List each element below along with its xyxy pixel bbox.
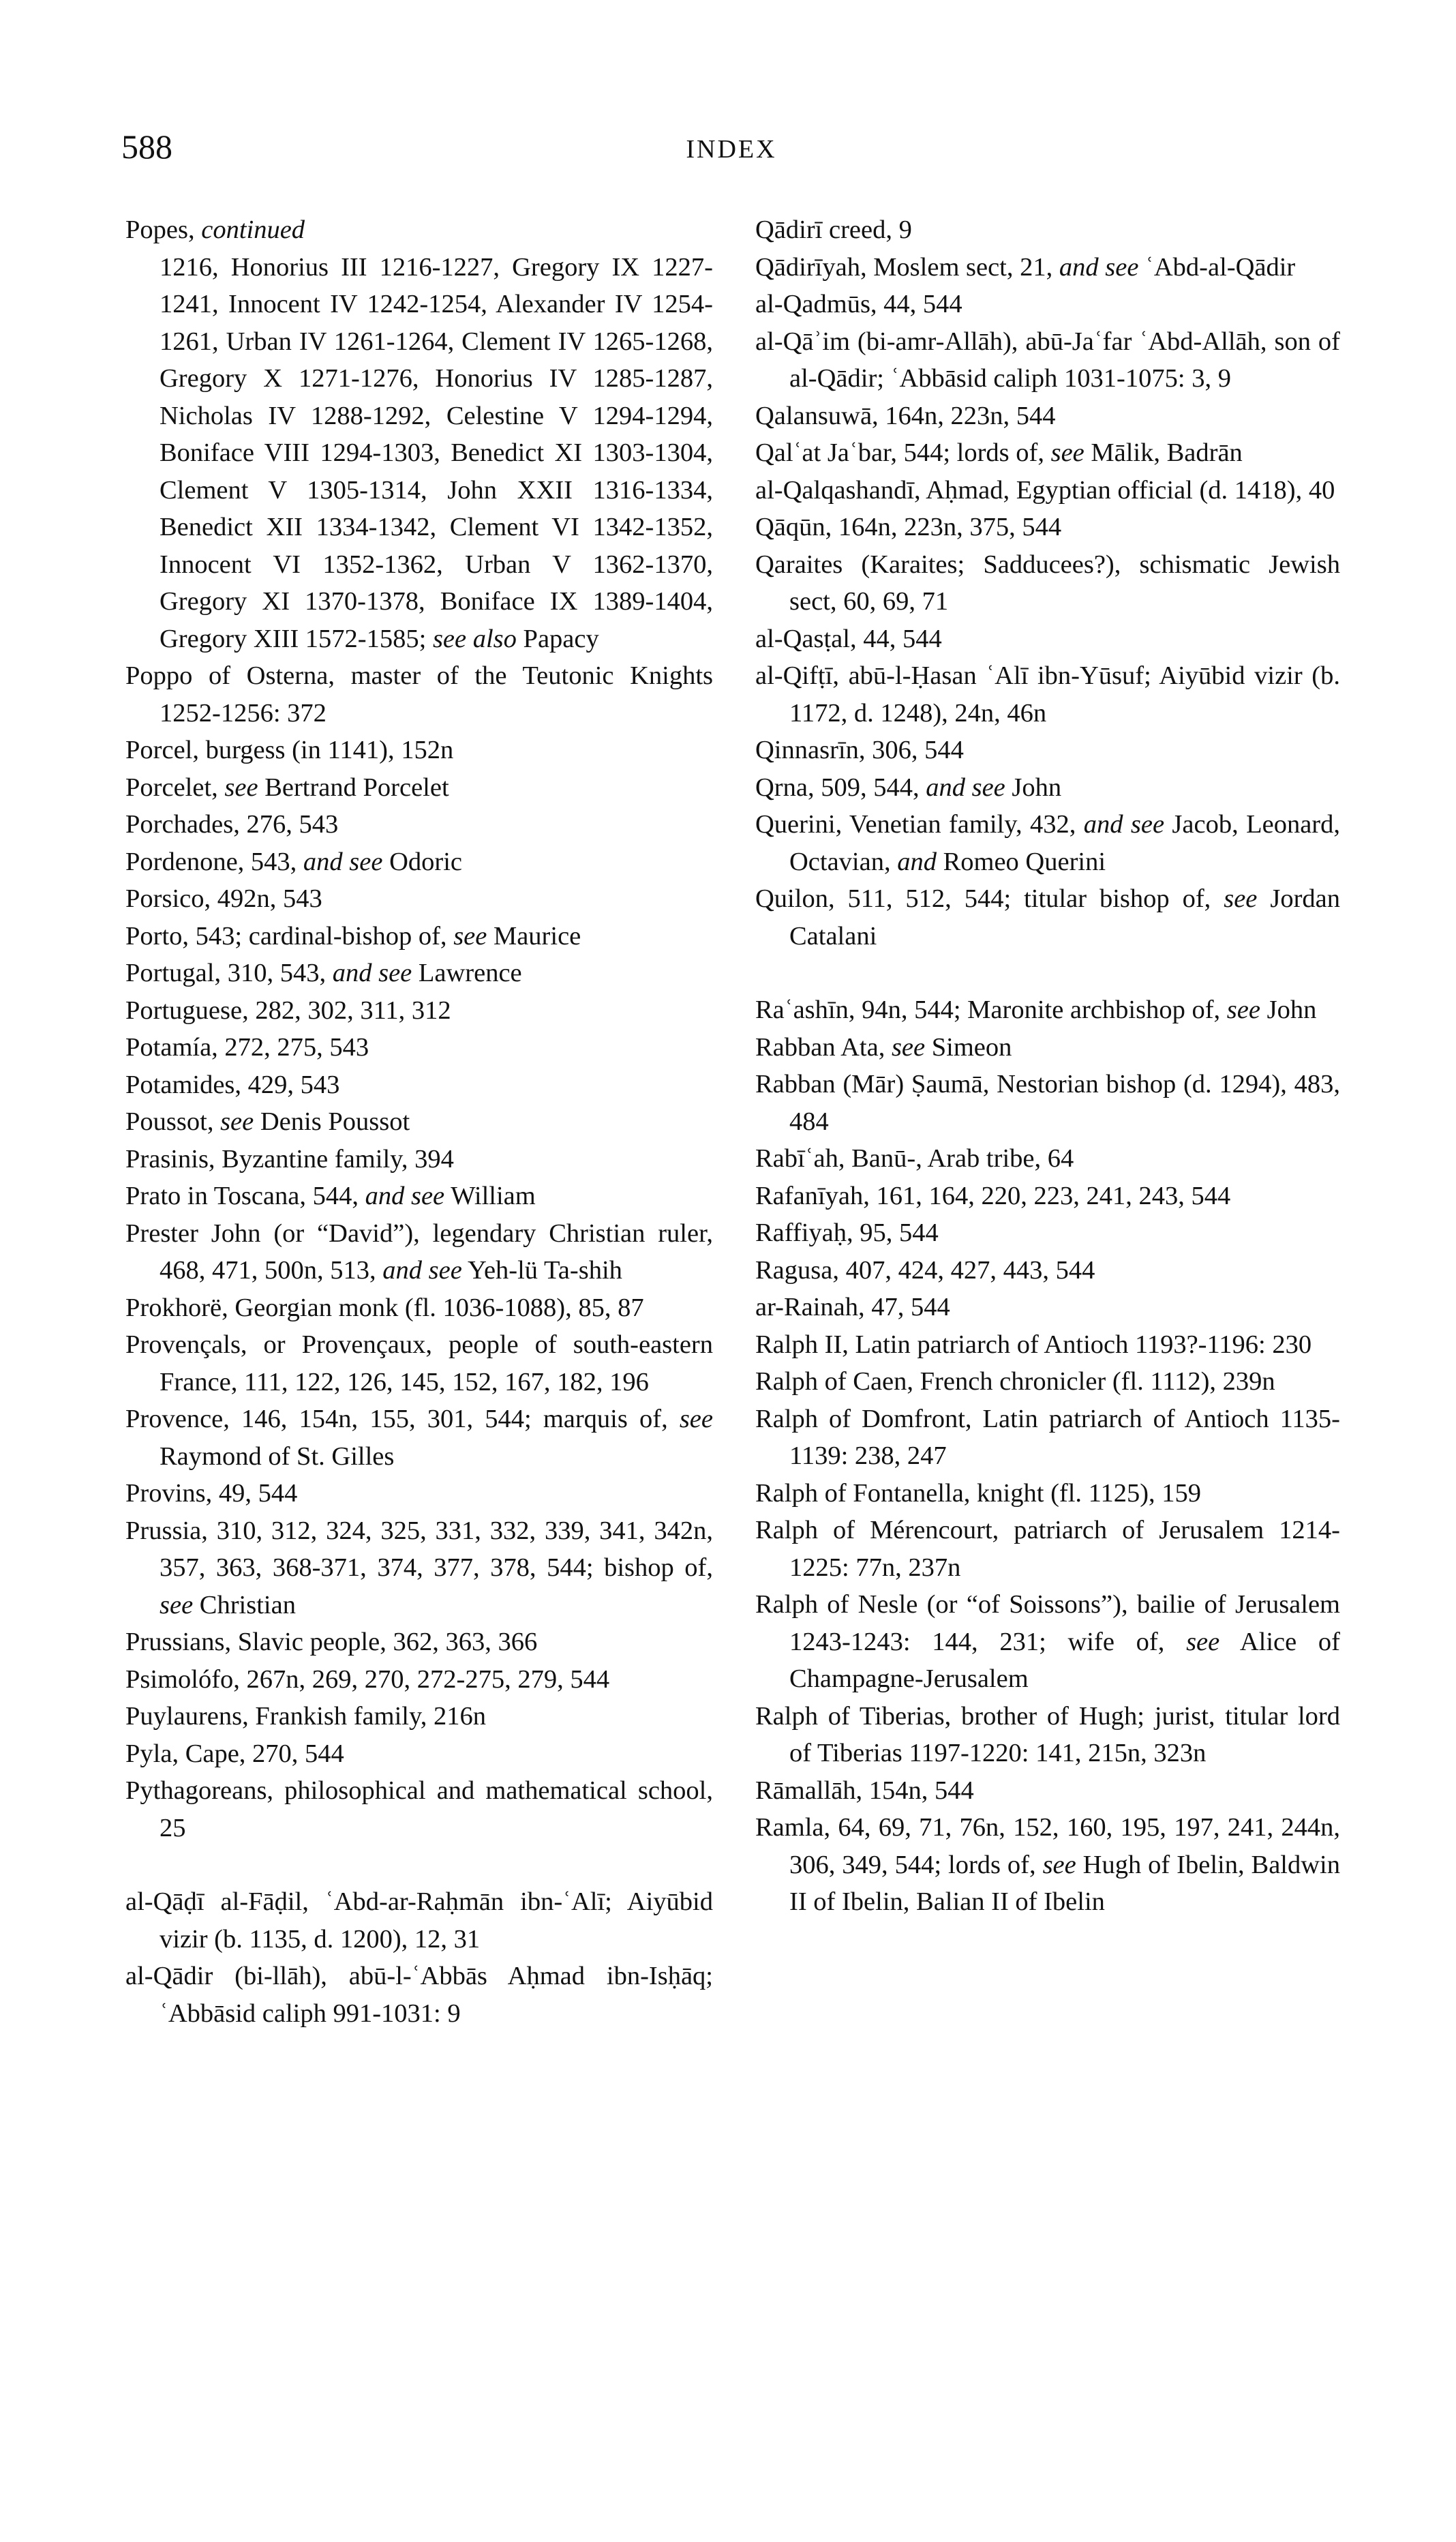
index-entry bbox=[755, 211, 1340, 249]
running-head: INDEX bbox=[686, 135, 777, 164]
entry-text: Qaraites (Karaites; Sadducees?), schismatic Jewish sect, 60, 69, 71 bbox=[755, 550, 1340, 616]
index-entry bbox=[755, 546, 1340, 620]
index-entry bbox=[755, 1140, 1340, 1178]
entry-text: Prester John (or “David”), legendary Christian ruler, 468, 471, 500n, 513, bbox=[125, 1218, 713, 1285]
entry-text: Maurice bbox=[487, 921, 581, 951]
entry-text: Rāmallāh, 154n, 544 bbox=[755, 1776, 974, 1805]
index-entry bbox=[755, 1066, 1340, 1140]
index-entry bbox=[125, 992, 713, 1030]
entry-text: Prussia, 310, 312, 324, 325, 331, 332, 339, 341, 342n, 357, 363, 368-371, 374, 377, 378, 544; bishop of, bbox=[125, 1516, 713, 1582]
entry-text: Pordenone, 543, bbox=[125, 847, 303, 876]
index-entry bbox=[755, 1586, 1340, 1698]
entry-text: ar-Rainah, 47, 544 bbox=[755, 1293, 950, 1321]
entry-text: Porsico, 492n, 543 bbox=[125, 884, 322, 913]
index-entry bbox=[755, 880, 1340, 955]
cross-reference-label: and bbox=[897, 847, 937, 876]
index-entry bbox=[125, 843, 713, 881]
entry-text: Poppo of Osterna, master of the Teutonic Knights 1252-1256: 372 bbox=[125, 661, 713, 728]
entry-text: Rabban Ata, bbox=[755, 1032, 892, 1062]
entry-text: Psimolófo, 267n, 269, 270, 272-275, 279, 544 bbox=[125, 1664, 610, 1694]
entry-text: 1216, Honorius III 1216-1227, Gregory IX 1227-1241, Innocent IV 1242-1254, Alexander IV 1254-1261, Urban IV 1261-1264, Clement IV 1265-1268, Gregory X 1271-1276, Honorius IV 1285-1287, Nicholas IV 1288-1292, Celestine V 1294-1294, Boniface VIII 1294-1303, Benedict XI 1303-1304, Clement V 1305-1314, John XXII 1316-1334, Benedict XII 1334-1342, Clement VI 1342-1352, Innocent VI 1352-1362, Urban V 1362-1370, Gregory XI 1370-1378, Boniface IX 1389-1404, Gregory XIII 1572-1585; bbox=[160, 252, 713, 653]
entry-text: Christian bbox=[193, 1590, 296, 1619]
entry-text: Ramla, 64, 69, 71, 76n, 152, 160, 195, 197, 241, 244n, 306, 349, 544; lords of, bbox=[755, 1813, 1340, 1879]
index-entry bbox=[755, 1512, 1340, 1586]
entry-text: Puylaurens, Frankish family, 216n bbox=[125, 1702, 486, 1731]
index-entry bbox=[125, 1401, 713, 1475]
index-column-right bbox=[755, 211, 1340, 1921]
entry-text: Simeon bbox=[925, 1032, 1012, 1062]
entry-text: Jordan Catalani bbox=[789, 884, 1340, 951]
entry-text: Provins, 49, 544 bbox=[125, 1479, 298, 1508]
entry-text: Ragusa, 407, 424, 427, 443, 544 bbox=[755, 1255, 1095, 1285]
index-entry bbox=[125, 1475, 713, 1512]
entry-text: Quilon, 511, 512, 544; titular bishop of, bbox=[755, 884, 1224, 913]
entry-text: Lawrence bbox=[412, 959, 522, 987]
cross-reference-label: see bbox=[891, 1032, 926, 1062]
cross-reference-label: see bbox=[224, 773, 258, 802]
cross-reference-label: see bbox=[453, 921, 487, 951]
index-entry bbox=[755, 472, 1340, 509]
entry-text: al-Qāḍī al-Fāḍil, ʿAbd-ar-Raḥmān ibn-ʿAlī; Aiyūbid vizir (b. 1135, d. 1200), 12, 31 bbox=[125, 1887, 713, 1954]
entry-text: Rafanīyah, 161, 164, 220, 223, 241, 243, 544 bbox=[755, 1181, 1231, 1210]
index-entry bbox=[125, 880, 713, 918]
entry-text: Qalʿat Jaʿbar, 544; lords of, bbox=[755, 438, 1051, 467]
index-entry bbox=[125, 1958, 713, 2032]
entry-text: Prato in Toscana, 544, bbox=[125, 1182, 365, 1210]
entry-text: Popes, bbox=[125, 215, 202, 244]
entry-text: al-Qasṭal, 44, 544 bbox=[755, 624, 942, 653]
entry-text: Bertrand Porcelet bbox=[258, 773, 449, 802]
entry-text: Qrna, 509, 544, bbox=[755, 773, 926, 802]
entry-text: Qādirī creed, 9 bbox=[755, 215, 912, 244]
index-entry bbox=[755, 1326, 1340, 1364]
cross-reference-label: and see bbox=[1083, 810, 1165, 839]
entry-text: Ralph of Caen, French chronicler (fl. 1112), 239n bbox=[755, 1367, 1275, 1396]
index-entry bbox=[755, 1698, 1340, 1772]
cross-reference-label: see bbox=[1042, 1850, 1076, 1879]
entry-text: Jacob, Leonard, Octavian, bbox=[789, 810, 1340, 876]
entry-text: al-Qadmūs, 44, 544 bbox=[755, 290, 962, 318]
index-entry bbox=[755, 1252, 1340, 1289]
index-entry bbox=[125, 732, 713, 769]
index-entry bbox=[755, 249, 1340, 286]
entry-text: Pythagoreans, philosophical and mathematical school, 25 bbox=[125, 1776, 713, 1842]
index-entry bbox=[125, 806, 713, 843]
index-entry bbox=[125, 249, 713, 658]
index-entry bbox=[125, 1772, 713, 1846]
index-entry bbox=[125, 1289, 713, 1327]
index-entry bbox=[125, 1178, 713, 1215]
index-entry bbox=[755, 1809, 1340, 1921]
entry-text: al-Qifṭī, abū-l-Ḥasan ʿAlī ibn-Yūsuf; Aiyūbid vizir (b. 1172, d. 1248), 24n, 46n bbox=[755, 661, 1340, 728]
index-entry bbox=[755, 1772, 1340, 1810]
entry-text: Provençals, or Provençaux, people of south-eastern France, 111, 122, 126, 145, 152, 167, 182, 196 bbox=[125, 1330, 713, 1396]
cross-reference-label: and see bbox=[365, 1182, 445, 1210]
entry-text: Potamides, 429, 543 bbox=[125, 1070, 340, 1099]
entry-text: Ralph II, Latin patriarch of Antioch 1193?-1196: 230 bbox=[755, 1330, 1312, 1359]
index-entry bbox=[125, 1066, 713, 1104]
index-entry bbox=[755, 806, 1340, 880]
index-entry bbox=[755, 1178, 1340, 1215]
cross-reference-label: continued bbox=[201, 215, 305, 244]
entry-text: Ralph of Domfront, Latin patriarch of Antioch 1135-1139: 238, 247 bbox=[755, 1404, 1340, 1470]
entry-text: John bbox=[1005, 773, 1062, 802]
index-entry bbox=[755, 1475, 1340, 1512]
index-entry bbox=[125, 1103, 713, 1141]
entry-text: Ralph of Fontanella, knight (fl. 1125), 159 bbox=[755, 1478, 1202, 1508]
index-entry bbox=[125, 955, 713, 992]
entry-text: Portugal, 310, 543, bbox=[125, 959, 333, 987]
entry-text: al-Qalqashandī, Aḥmad, Egyptian official (d. 1418), 40 bbox=[755, 475, 1335, 505]
cross-reference-label: see bbox=[220, 1107, 254, 1136]
cross-reference-label: see bbox=[1224, 884, 1258, 913]
cross-reference-label: and see bbox=[382, 1256, 462, 1285]
entry-text: Alice of Champagne-Jerusalem bbox=[789, 1627, 1340, 1693]
index-entry bbox=[125, 769, 713, 807]
index-entry bbox=[755, 657, 1340, 732]
entry-text: Prasinis, Byzantine family, 394 bbox=[125, 1144, 454, 1173]
index-entry bbox=[125, 1215, 713, 1289]
cross-reference-label: and see bbox=[1059, 252, 1139, 282]
page-number: 588 bbox=[121, 128, 172, 166]
entry-text: Porcelet, bbox=[125, 773, 225, 802]
entry-text: Provence, 146, 154n, 155, 301, 544; marquis of, bbox=[125, 1405, 680, 1433]
entry-text: Ralph of Tiberias, brother of Hugh; jurist, titular lord of Tiberias 1197-1220: 141, 215n, 323n bbox=[755, 1701, 1340, 1767]
index-entry bbox=[755, 1401, 1340, 1475]
entry-text: Raymond of St. Gilles bbox=[160, 1441, 395, 1471]
index-entry bbox=[125, 1661, 713, 1699]
entry-text: Ralph of Mérencourt, patriarch of Jerusalem 1214-1225: 77n, 237n bbox=[755, 1516, 1340, 1582]
entry-text: Qalansuwā, 164n, 223n, 544 bbox=[755, 401, 1056, 430]
index-entry bbox=[125, 1326, 713, 1401]
entry-text: John bbox=[1260, 996, 1317, 1024]
cross-reference-label: see bbox=[679, 1405, 713, 1433]
entry-text: Porto, 543; cardinal-bishop of, bbox=[125, 921, 454, 951]
cross-reference-label: and see bbox=[332, 959, 412, 987]
cross-reference-label: and see bbox=[926, 773, 1005, 802]
index-entry bbox=[125, 1141, 713, 1178]
entry-text: Poussot, bbox=[125, 1107, 221, 1136]
index-entry bbox=[755, 286, 1340, 323]
index-entry bbox=[755, 769, 1340, 807]
entry-text: Mālik, Badrān bbox=[1084, 438, 1243, 467]
entry-text: Raʿashīn, 94n, 544; Maronite archbishop of, bbox=[755, 996, 1227, 1024]
cross-reference-label: and see bbox=[303, 847, 383, 876]
index-entry bbox=[755, 323, 1340, 398]
entry-text: Denis Poussot bbox=[254, 1107, 410, 1136]
index-entry bbox=[125, 657, 713, 732]
entry-text: Rabīʿah, Banū-, Arab tribe, 64 bbox=[755, 1144, 1074, 1173]
cross-reference-label: see bbox=[1186, 1627, 1220, 1656]
index-entry bbox=[755, 1289, 1340, 1326]
index-entry bbox=[755, 1029, 1340, 1066]
index-entry bbox=[125, 1698, 713, 1735]
entry-text: Portuguese, 282, 302, 311, 312 bbox=[125, 996, 451, 1025]
index-entry bbox=[755, 398, 1340, 435]
cross-reference-label: see also bbox=[432, 624, 517, 653]
index-entry bbox=[755, 434, 1340, 472]
index-entry bbox=[125, 1512, 713, 1624]
entry-text: Potamía, 272, 275, 543 bbox=[125, 1033, 369, 1062]
entry-text: Porcel, burgess (in 1141), 152n bbox=[125, 736, 454, 764]
index-column-left bbox=[125, 211, 713, 2032]
index-entry bbox=[755, 991, 1340, 1029]
page-header bbox=[121, 123, 1341, 170]
entry-text: ʿAbd-al-Qādir bbox=[1138, 252, 1296, 282]
entry-text: Qāqūn, 164n, 223n, 375, 544 bbox=[755, 513, 1062, 541]
entry-text: Prussians, Slavic people, 362, 363, 366 bbox=[125, 1628, 538, 1656]
cross-reference-label: see bbox=[1226, 996, 1260, 1024]
entry-text: Prokhorë, Georgian monk (fl. 1036-1088), 85, 87 bbox=[125, 1293, 644, 1322]
index-entry bbox=[755, 1363, 1340, 1401]
entry-text: Hugh of Ibelin, Baldwin II of Ibelin, Balian II of Ibelin bbox=[789, 1850, 1340, 1916]
entry-text: Romeo Querini bbox=[936, 847, 1106, 876]
entry-text: Qinnasrīn, 306, 544 bbox=[755, 736, 964, 764]
index-entry bbox=[125, 1624, 713, 1661]
index-entry bbox=[755, 732, 1340, 769]
entry-text: William bbox=[444, 1182, 536, 1210]
entry-text: Porchades, 276, 543 bbox=[125, 810, 339, 839]
entry-text: Rabban (Mār) Ṣaumā, Nestorian bishop (d. 1294), 483, 484 bbox=[755, 1070, 1340, 1136]
index-entry bbox=[125, 1883, 713, 1958]
entry-text: Pyla, Cape, 270, 544 bbox=[125, 1739, 344, 1768]
index-entry bbox=[755, 509, 1340, 546]
entry-text: al-Qāʾim (bi-amr-Allāh), abū-Jaʿfar ʿAbd-Allāh, son of al-Qādir; ʿAbbāsid caliph 1031-1075: 3, 9 bbox=[755, 327, 1340, 393]
index-entry bbox=[125, 211, 713, 249]
index-entry bbox=[755, 620, 1340, 658]
index-entry bbox=[755, 1214, 1340, 1252]
entry-text: Ralph of Nesle (or “of Soissons”), bailie of Jerusalem 1243-1243: 144, 231; wife of, bbox=[755, 1590, 1340, 1656]
index-entry bbox=[125, 1029, 713, 1066]
entry-text: Yeh-lü Ta-shih bbox=[461, 1256, 622, 1285]
entry-text: Qādirīyah, Moslem sect, 21, bbox=[755, 252, 1059, 282]
entry-text: Raffiyaḥ, 95, 544 bbox=[755, 1218, 939, 1247]
cross-reference-label: see bbox=[160, 1590, 194, 1619]
entry-text: Odoric bbox=[382, 847, 463, 876]
entry-text: Querini, Venetian family, 432, bbox=[755, 810, 1084, 839]
entry-text: Papacy bbox=[516, 624, 599, 653]
index-entry bbox=[125, 1735, 713, 1773]
entry-text: al-Qādir (bi-llāh), abū-l-ʿAbbās Aḥmad ibn-Isḥāq; ʿAbbāsid caliph 991-1031: 9 bbox=[125, 1962, 713, 2028]
cross-reference-label: see bbox=[1050, 438, 1085, 467]
index-entry bbox=[125, 918, 713, 955]
